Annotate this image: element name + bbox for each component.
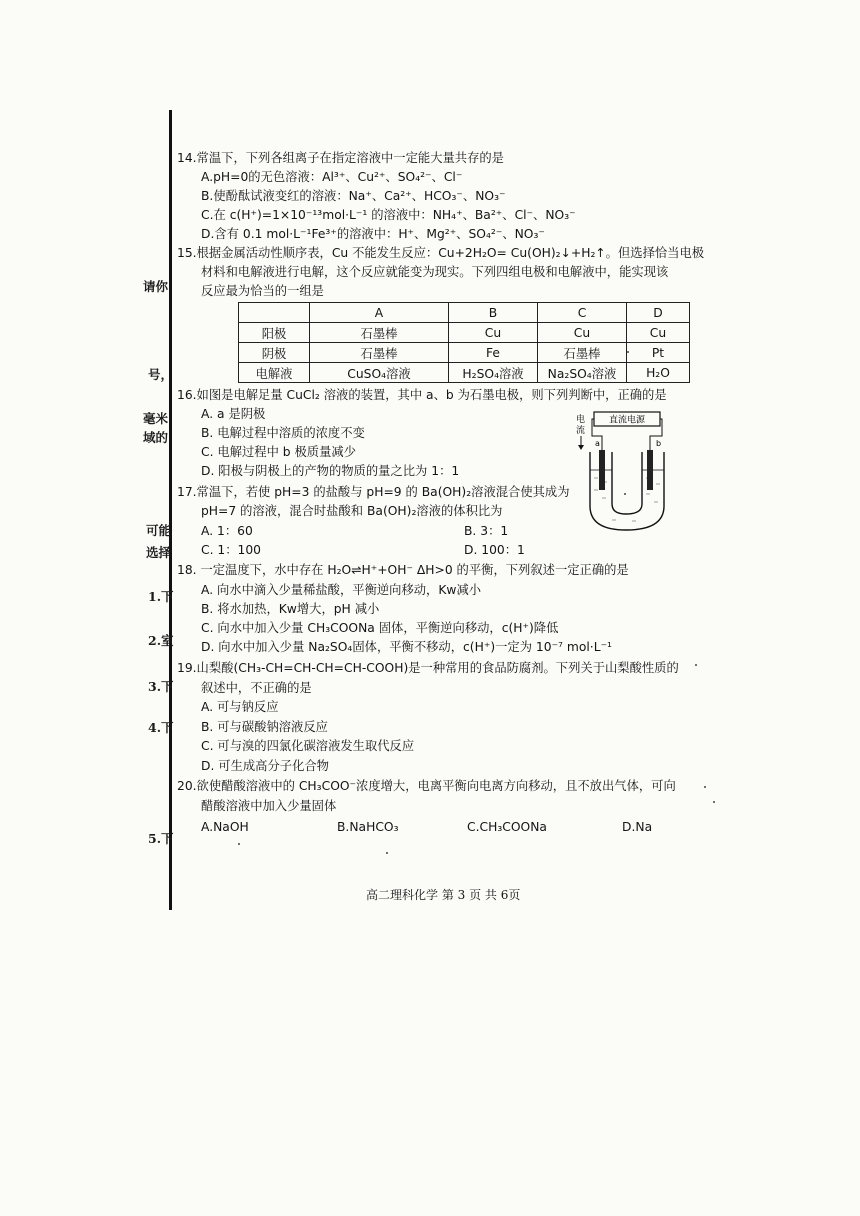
q20-stem-line1: 20.欲使醋酸溶液中的 CH₃COO⁻浓度增大，电离平衡向电离方向移动，且不放出气体，可向 bbox=[177, 779, 676, 793]
q15-stem-line1: 15.根据金属活动性顺序表，Cu 不能发生反应：Cu+2H₂O= Cu(OH)₂↓+H₂↑。但选择恰当电极 bbox=[177, 246, 705, 260]
q14-option-a: A.pH=0的无色溶液：Al³⁺、Cu²⁺、SO₄²⁻、Cl⁻ bbox=[201, 170, 463, 184]
table-cell: 石墨棒 bbox=[310, 343, 449, 363]
table-cell: B bbox=[449, 303, 538, 323]
q16-stem: 16.如图是电解足量 CuCl₂ 溶液的装置，其中 a、b 为石墨电极，则下列判断中，正确的是 bbox=[177, 388, 667, 402]
binding-margin-line bbox=[169, 110, 172, 910]
table-cell: CuSO₄溶液 bbox=[310, 363, 449, 383]
q18-option-b: B. 将水加热，Kw增大，pH 减小 bbox=[201, 602, 380, 616]
q19-option-a: A. 可与钠反应 bbox=[201, 700, 279, 714]
electrolysis-apparatus-figure bbox=[572, 408, 682, 534]
table-cell: A bbox=[310, 303, 449, 323]
q20-option-a: A.NaOH bbox=[201, 820, 249, 834]
q14-stem: 14.常温下，下列各组离子在指定溶液中一定能大量共存的是 bbox=[177, 151, 504, 165]
q15-stem-line2: 材料和电解液进行电解，这个反应就能变为现实。下列四组电极和电解液中，能实现该 bbox=[201, 265, 669, 279]
table-row bbox=[239, 323, 690, 343]
q17-stem-line2: pH=7 的溶液，混合时盐酸和 Ba(OH)₂溶液的体积比为 bbox=[201, 504, 503, 518]
q16-option-d: D. 阳极与阴极上的产物的物质的量之比为 1：1 bbox=[201, 464, 460, 478]
side-label: 请你 bbox=[143, 279, 169, 294]
q16-option-a: A. a 是阴极 bbox=[201, 407, 266, 421]
side-label: 域的 bbox=[143, 430, 169, 445]
table-cell: 电解液 bbox=[239, 363, 310, 383]
table-header-row bbox=[239, 303, 690, 323]
q19-stem-line1: 19.山梨酸(CH₃-CH=CH-CH=CH-COOH)是一种常用的食品防腐剂。下列关于山梨酸性质的 bbox=[177, 661, 679, 675]
table-cell: Cu bbox=[627, 323, 690, 343]
table-cell: Cu bbox=[538, 323, 627, 343]
scan-speck bbox=[238, 843, 240, 845]
scan-speck bbox=[627, 351, 629, 353]
q17-option-d: D. 100：1 bbox=[464, 543, 525, 557]
table-row bbox=[239, 343, 690, 363]
electrode-a-label: a bbox=[595, 439, 600, 448]
page-footer: 高二理科化学 第 3 页 共 6页 bbox=[366, 888, 521, 902]
electrode-a bbox=[599, 450, 605, 490]
side-label: 选择 bbox=[146, 545, 172, 560]
q14-option-d: D.含有 0.1 mol·L⁻¹Fe³⁺的溶液中：H⁺、Mg²⁺、SO₄²⁻、NO₃⁻ bbox=[201, 227, 545, 241]
table-cell: H₂SO₄溶液 bbox=[449, 363, 538, 383]
table-cell: C bbox=[538, 303, 627, 323]
q18-option-c: C. 向水中加入少量 CH₃COONa 固体，平衡逆向移动，c(H⁺)降低 bbox=[201, 621, 559, 635]
q19-option-b: B. 可与碳酸钠溶液反应 bbox=[201, 720, 328, 734]
electrode-table bbox=[238, 302, 690, 383]
table-cell: Fe bbox=[449, 343, 538, 363]
table-cell: 石墨棒 bbox=[310, 323, 449, 343]
q16-option-b: B. 电解过程中溶质的浓度不变 bbox=[201, 426, 365, 440]
q16-option-c: C. 电解过程中 b 极质量减少 bbox=[201, 445, 356, 459]
q20-option-c: C.CH₃COONa bbox=[467, 820, 547, 834]
side-label: 1.下 bbox=[148, 589, 174, 604]
q14-option-b: B.使酚酞试液变红的溶液：Na⁺、Ca²⁺、HCO₃⁻、NO₃⁻ bbox=[201, 189, 506, 203]
q19-option-d: D. 可生成高分子化合物 bbox=[201, 759, 329, 773]
scan-speck bbox=[386, 852, 388, 854]
table-cell: 阴极 bbox=[239, 343, 310, 363]
side-label: 可能 bbox=[146, 523, 172, 538]
table-cell bbox=[239, 303, 310, 323]
side-label: 毫米 bbox=[143, 411, 169, 426]
table-row bbox=[239, 363, 690, 383]
q19-stem-line2: 叙述中，不正确的是 bbox=[201, 681, 312, 695]
current-arrow-icon bbox=[578, 445, 584, 450]
table-cell: 石墨棒 bbox=[538, 343, 627, 363]
q18-option-d: D. 向水中加入少量 Na₂SO₄固体，平衡不移动，c(H⁺)一定为 10⁻⁷ mol·L⁻¹ bbox=[201, 640, 612, 654]
current-label-2: 流 bbox=[576, 426, 586, 436]
table-cell: Cu bbox=[449, 323, 538, 343]
scan-speck bbox=[704, 786, 706, 788]
table-cell: D bbox=[627, 303, 690, 323]
q14-option-c: C.在 c(H⁺)=1×10⁻¹³mol·L⁻¹ 的溶液中：NH₄⁺、Ba²⁺、Cl⁻、NO₃⁻ bbox=[201, 208, 576, 222]
side-label: 4.下 bbox=[148, 720, 174, 735]
electrode-b bbox=[647, 450, 653, 490]
q18-option-a: A. 向水中滴入少量稀盐酸，平衡逆向移动，Kw减小 bbox=[201, 583, 482, 597]
q17-option-a: A. 1：60 bbox=[201, 524, 253, 538]
q18-stem: 18. 一定温度下，水中存在 H₂O⇌H⁺+OH⁻ ΔH>0 的平衡，下列叙述一定正确的是 bbox=[177, 563, 629, 577]
side-label: 5.下 bbox=[148, 831, 174, 846]
side-label: 2.室 bbox=[148, 633, 174, 648]
q17-option-b: B. 3：1 bbox=[464, 524, 509, 538]
q19-option-c: C. 可与溴的四氯化碳溶液发生取代反应 bbox=[201, 739, 415, 753]
table-cell: 阳极 bbox=[239, 323, 310, 343]
q15-stem-line3: 反应最为恰当的一组是 bbox=[201, 284, 324, 298]
scan-speck bbox=[695, 664, 697, 666]
q20-option-b: B.NaHCO₃ bbox=[337, 820, 399, 834]
table-cell: Pt bbox=[627, 343, 690, 363]
current-label-1: 电 bbox=[576, 415, 586, 425]
scan-speck bbox=[624, 493, 626, 495]
q20-stem-line2: 醋酸溶液中加入少量固体 bbox=[201, 799, 337, 813]
scan-speck bbox=[713, 801, 715, 803]
side-label: 3.下 bbox=[148, 679, 174, 694]
side-label: 号， bbox=[148, 367, 174, 382]
table-cell: Na₂SO₄溶液 bbox=[538, 363, 627, 383]
q17-stem-line1: 17.常温下，若使 pH=3 的盐酸与 pH=9 的 Ba(OH)₂溶液混合使其成为 bbox=[177, 485, 570, 499]
power-source-label: 直流电源 bbox=[608, 415, 646, 426]
q20-option-d: D.Na bbox=[622, 820, 653, 834]
q17-option-c: C. 1：100 bbox=[201, 543, 261, 557]
electrode-b-label: b bbox=[656, 439, 662, 448]
table-cell: H₂O bbox=[627, 363, 690, 383]
